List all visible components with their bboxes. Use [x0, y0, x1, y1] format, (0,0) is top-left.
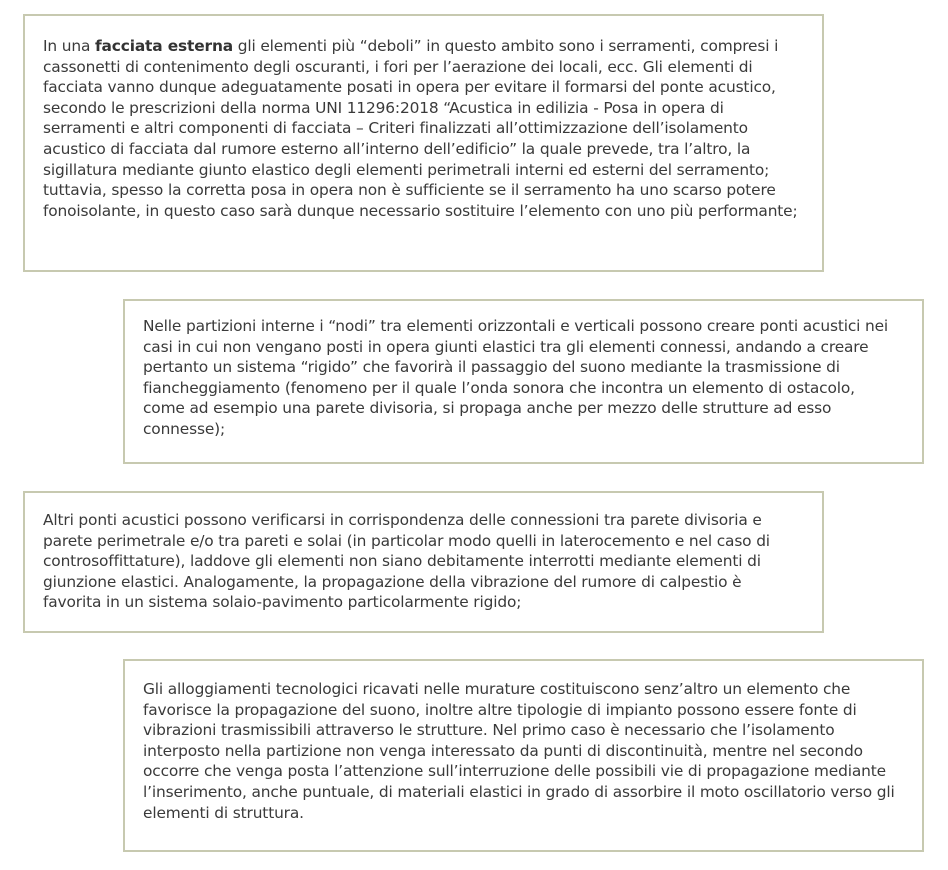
paragraph-intro: In una: [43, 37, 95, 55]
paragraph-internal-partitions: Nelle partizioni interne i “nodi” tra elementi orizzontali e verticali possono creare ponti acustici nei casi in cui non vengano posti in opera giunti elastici tra gli elementi connessi, andando a creare pertanto un sistema “rigido” che favorirà il passaggio del suono mediante la trasmissione di fiancheggiamento (fenomeno per il quale l’onda sonora che incontra un elemento di ostacolo, come ad esempio una parete divisoria, si propaga anche per mezzo delle strutture ad esso connesse);: [143, 317, 889, 438]
paragraph-facade: [43, 36, 802, 221]
paragraph-technological-housings: Gli alloggiamenti tecnologici ricavati nelle murature costituiscono senz’altro un elemento che favorisce la propagazione del suono, inoltre altre tipologie di impianto possono essere fonte di vibrazioni trasmissibili attraverso le strutture. Nel primo caso è necessario che l’isolamento interposto nella partizione non venga interessato da punti di discontinuità, mentre nel secondo occorre che venga posta l’attenzione sull’interruzione delle possibili vie di propagazione mediante l’inserimento, anche puntuale, di materiali elastici in grado di assorbire il moto oscillatorio verso gli elementi di struttura.: [143, 680, 895, 822]
text-box-internal-partitions: [123, 299, 924, 464]
text-box-technological-housings: [123, 659, 924, 852]
text-box-acoustic-bridges: [23, 491, 824, 633]
paragraph-acoustic-bridges: Altri ponti acustici possono verificarsi in corrispondenza delle connessioni tra parete divisoria e parete perimetrale e/o tra pareti e solai (in particolar modo quelli in laterocemento e nel caso di controsoffittature), laddove gli elementi non siano debitamente interrotti mediante elementi di giunzione elastici. Analogamente, la propagazione della vibrazione del rumore di calpestio è favorita in un sistema solaio-pavimento particolarmente rigido;: [43, 511, 770, 612]
emphasis-facciata-esterna: facciata esterna: [94, 37, 233, 55]
text-box-facade: [23, 14, 824, 272]
paragraph-body: gli elementi più “deboli” in questo ambito sono i serramenti, compresi i cassonetti di contenimento degli oscuranti, i fori per l’aerazione dei locali, ecc. Gli elementi di facciata vanno dunque adeguatamente posati in opera per evitare il formarsi del ponte acustico, secondo le prescrizioni della norma UNI 11296:2018 “Acustica in edilizia - Posa in opera di serramenti e altri componenti di facciata – Criteri finalizzati all’ottimizzazione dell’isolamento acustico di facciata dal rumore esterno all’interno dell’edificio” la quale prevede, tra l’altro, la sigillatura mediante giunto elastico degli elementi perimetrali interni ed esterni del serramento; tuttavia, spesso la corretta posa in opera non è sufficiente se il serramento ha uno scarso potere fonoisolante, in questo caso sarà dunque necessario sostituire l’elemento con uno più performante;: [43, 37, 798, 220]
